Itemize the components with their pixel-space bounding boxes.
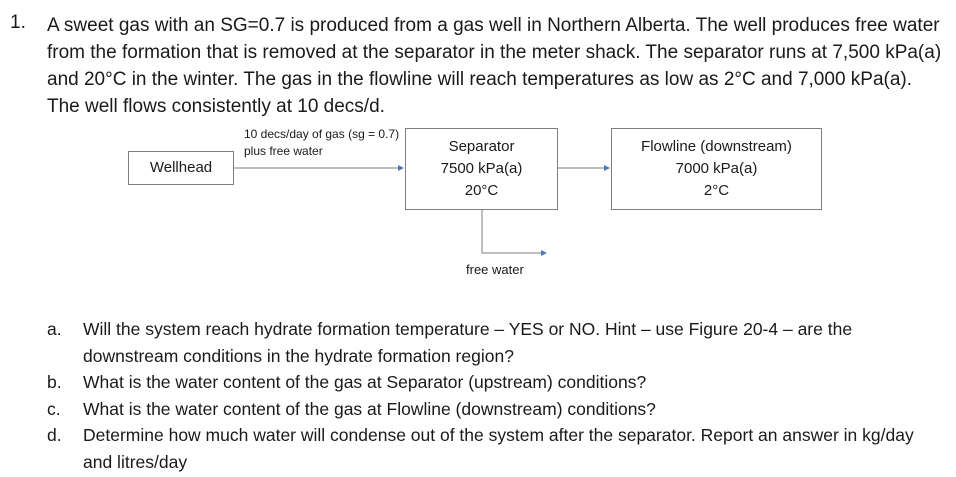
- question-marker: a.: [47, 319, 62, 339]
- question-list: [47, 316, 947, 475]
- question-text: Will the system reach hydrate formation temperature – YES or NO. Hint – use Figure 20-4 – are the downstream conditions in the hydrate formation region?: [83, 319, 853, 366]
- free-water-label: free water: [466, 262, 524, 277]
- flowline-pressure: 7000 kPa(a): [675, 160, 758, 177]
- question-item: [47, 396, 947, 423]
- question-marker: c.: [47, 398, 61, 419]
- flowline-box: [611, 128, 822, 210]
- problem-number: 1.: [10, 12, 26, 33]
- separator-box: [405, 128, 558, 210]
- wellhead-box: [128, 151, 234, 185]
- flowline-temperature: 2°C: [703, 182, 730, 199]
- flow-rate-label: 10 decs/day of gas (sg = 0.7) plus free water: [244, 127, 400, 158]
- question-item: [47, 369, 947, 396]
- question-marker: d.: [47, 425, 62, 445]
- question-text: What is the water content of the gas at Separator (upstream) conditions?: [83, 372, 647, 392]
- question-marker: b.: [47, 372, 62, 392]
- separator-pressure: 7500 kPa(a): [440, 160, 523, 177]
- separator-temperature: 20°C: [464, 182, 499, 199]
- question-text: Determine how much water will condense out of the system after the separator. Report an answer in kg/day and litres/day: [83, 425, 914, 472]
- problem-stem: A sweet gas with an SG=0.7 is produced from a gas well in Northern Alberta. The well produces free water from the formation that is removed at the separator in the meter shack. The separator runs at 7,500 kPa(a) and 20°C in the winter. The gas in the flowline will reach temperatures as low as 2°C and 7,000 kPa(a). The well flows consistently at 10 decs/d.: [47, 15, 942, 117]
- question-item: [47, 316, 947, 369]
- question-item: [47, 422, 947, 475]
- wellhead-label: Wellhead: [149, 159, 213, 176]
- separator-name: Separator: [448, 138, 515, 155]
- question-text: What is the water content of the gas at Flowline (downstream) conditions?: [83, 398, 656, 419]
- free-water-outlet-arrow: [482, 210, 546, 253]
- flowline-name: Flowline (downstream): [641, 138, 792, 155]
